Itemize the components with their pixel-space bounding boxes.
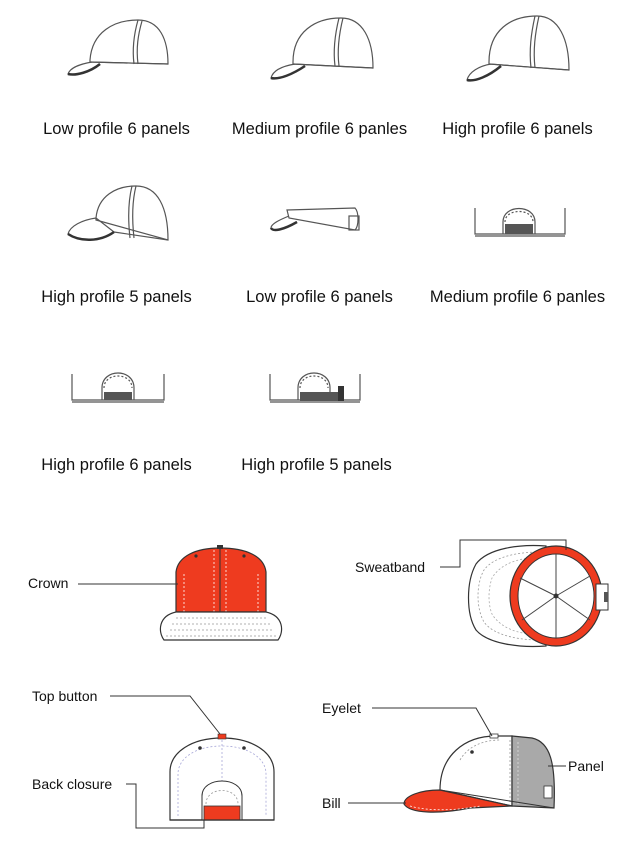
bill-label: Bill <box>322 795 341 811</box>
cap-label: Medium profile 6 panles <box>429 288 606 306</box>
cap-underside-view <box>469 546 609 647</box>
panel-label: Panel <box>568 758 604 774</box>
cap-label: Low profile 6 panels <box>43 120 190 138</box>
cap-label: High profile 5 panels <box>241 456 392 474</box>
cap-label: Low profile 6 panels <box>246 288 393 306</box>
back-closure-label: Back closure <box>32 776 113 792</box>
cap-label: High profile 5 panels <box>41 288 192 306</box>
cap-front-view <box>160 545 281 640</box>
crown-label: Crown <box>28 575 69 591</box>
top-button-label: Top button <box>32 688 98 704</box>
cap-side-detail-view <box>404 734 554 812</box>
cap-label: High profile 6 panels <box>442 120 593 138</box>
eyelet-leader <box>372 708 492 736</box>
cap-back-view <box>170 734 274 820</box>
eyelet-label: Eyelet <box>322 700 361 716</box>
cap-label: High profile 6 panels <box>41 456 192 474</box>
sweatband-label: Sweatband <box>355 559 426 575</box>
cap-label: Medium profile 6 panles <box>231 120 408 138</box>
top-button-leader <box>110 696 220 734</box>
